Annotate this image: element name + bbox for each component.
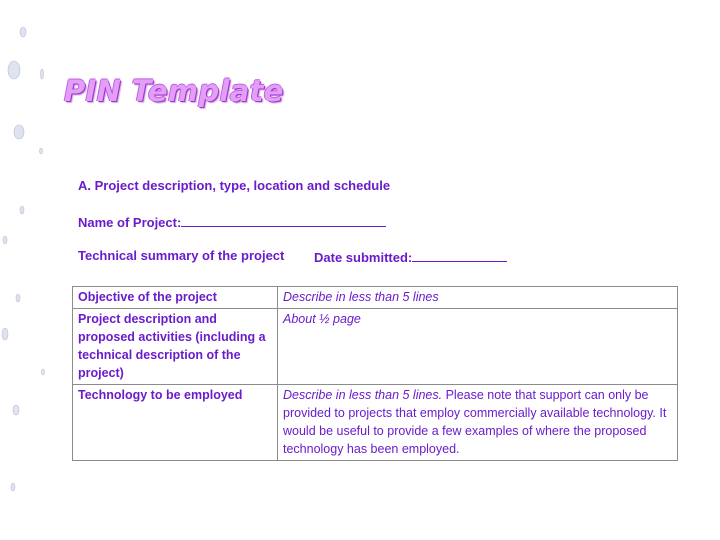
water-drop-icon	[14, 125, 24, 139]
row-description-italic: Describe in less than 5 lines	[283, 290, 439, 304]
water-drop-icon	[40, 148, 43, 154]
row-description[interactable]	[278, 385, 678, 461]
row-description[interactable]	[278, 309, 678, 385]
name-of-project-label: Name of Project:	[78, 215, 182, 230]
date-submitted-blank[interactable]	[412, 248, 507, 262]
date-submitted-label: Date submitted:	[314, 250, 413, 265]
row-description-italic: About ½ page	[283, 312, 361, 326]
section-heading: A. Project description, type, location and schedule	[78, 178, 391, 193]
water-drop-icon	[8, 61, 20, 79]
name-of-project-blank[interactable]	[181, 213, 386, 227]
row-description-text: Please note that support can only be provided to projects that employ commercially available technology. It would be useful to provide a few examples of where the proposed technology has been employed.	[283, 388, 667, 456]
name-of-project-line	[78, 213, 386, 230]
water-drop-icon	[42, 369, 45, 375]
water-drops-decoration	[0, 0, 60, 540]
row-description-italic: Describe in less than 5 lines.	[283, 388, 443, 402]
water-drop-icon	[3, 236, 7, 244]
row-description[interactable]	[278, 287, 678, 309]
pin-table	[72, 286, 678, 461]
water-drop-icon	[11, 483, 15, 491]
table-row	[73, 287, 678, 309]
water-drop-icon	[20, 206, 24, 214]
water-drop-icon	[13, 405, 19, 415]
date-submitted-line	[314, 248, 507, 265]
table-row	[73, 309, 678, 385]
water-drop-icon	[20, 27, 26, 37]
water-drop-icon	[41, 69, 44, 79]
table-row	[73, 385, 678, 461]
water-drop-icon	[2, 328, 8, 340]
row-label: Technology to be employed	[73, 385, 278, 461]
row-label: Objective of the project	[73, 287, 278, 309]
row-label: Project description and proposed activities (including a technical description of the project)	[73, 309, 278, 385]
slide-title: PIN Template	[64, 74, 284, 108]
technical-summary-label: Technical summary of the project	[78, 248, 285, 263]
water-drop-icon	[16, 294, 20, 302]
